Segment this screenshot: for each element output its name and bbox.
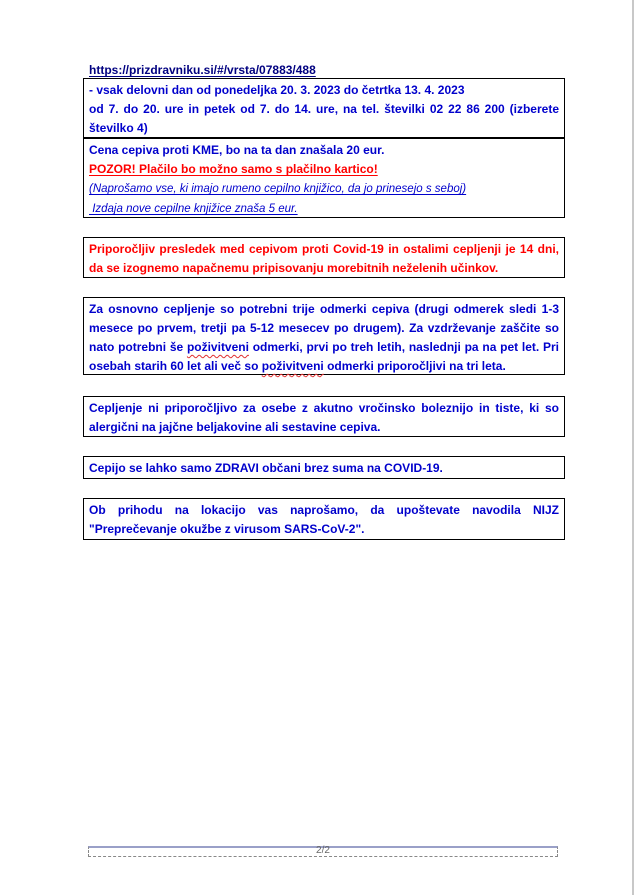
schedule-line-2: od 7. do 20. ure in petek od 7. do 14. ure, na tel. številki 02 22 86 200 (izberete številko 4) — [89, 102, 559, 135]
page-number: 2/2 — [316, 845, 330, 856]
page-footer[interactable] — [88, 846, 558, 857]
booklet-price-note: Izdaja nove cepilne knjižice znaša 5 eur. — [89, 203, 298, 215]
source-url-link[interactable]: https://prizdravniku.si/#/vrsta/07883/488 — [89, 63, 316, 77]
booklet-note: (Naprošamo vse, ki imajo rumeno cepilno knjižico, da jo prinesejo s seboj) — [89, 183, 467, 195]
spellcheck-word[interactable]: poživitveni — [186, 340, 249, 354]
healthy-only-text: Cepijo se lahko samo ZDRAVI občani brez suma na COVID-19. — [89, 461, 443, 475]
contraindications-box — [83, 396, 565, 437]
payment-warning: POZOR! Plačilo bo možno samo s plačilno kartico! — [89, 162, 378, 176]
basic-vaccination-part-3: odmerki priporočljivi na tri leta. — [323, 359, 506, 373]
price-text: Cena cepiva proti KME, bo na ta dan znašala 20 eur. — [89, 143, 385, 157]
healthy-only-box — [83, 456, 565, 479]
schedule-box — [83, 78, 565, 139]
basic-vaccination-text — [89, 300, 559, 376]
spellcheck-word[interactable]: poživitveni — [261, 359, 324, 373]
schedule-line-1: - vsak delovni dan od ponedeljka 20. 3. 2023 do četrtka 13. 4. 2023 — [89, 83, 465, 97]
basic-vaccination-part-2: odmerki, prvi po treh letih, naslednji pa na pet let. Pri osebah starih 60 let ali več so — [89, 340, 559, 373]
nijz-instructions-text: Ob prihodu na lokacijo vas naprošamo, da upoštevate navodila NIJZ "Preprečevanje okužbe z virusom SARS-CoV-2". — [89, 503, 559, 536]
nijz-instructions-box — [83, 498, 565, 540]
covid-interval-box — [83, 237, 565, 278]
covid-interval-text: Priporočljiv presledek med cepivom proti Covid-19 in ostalimi cepljenji je 14 dni, da se izognemo napačnemu pripisovanju morebitnih neželenih učinkov. — [89, 242, 559, 275]
price-box — [83, 139, 565, 218]
basic-vaccination-part-1: Za osnovno cepljenje so potrebni trije odmerki cepiva (drugi odmerek sledi 1-3 mesece po prvem, tretji pa 5-12 mesecev po drugem). Za vzdrževanje zaščite so nato potrebni še — [89, 302, 559, 354]
contraindications-text: Cepljenje ni priporočljivo za osebe z akutno vročinsko boleznijo in tiste, ki so alergični na jajčne beljakovine ali sestavine cepiva. — [89, 401, 559, 434]
basic-vaccination-box — [83, 297, 565, 375]
